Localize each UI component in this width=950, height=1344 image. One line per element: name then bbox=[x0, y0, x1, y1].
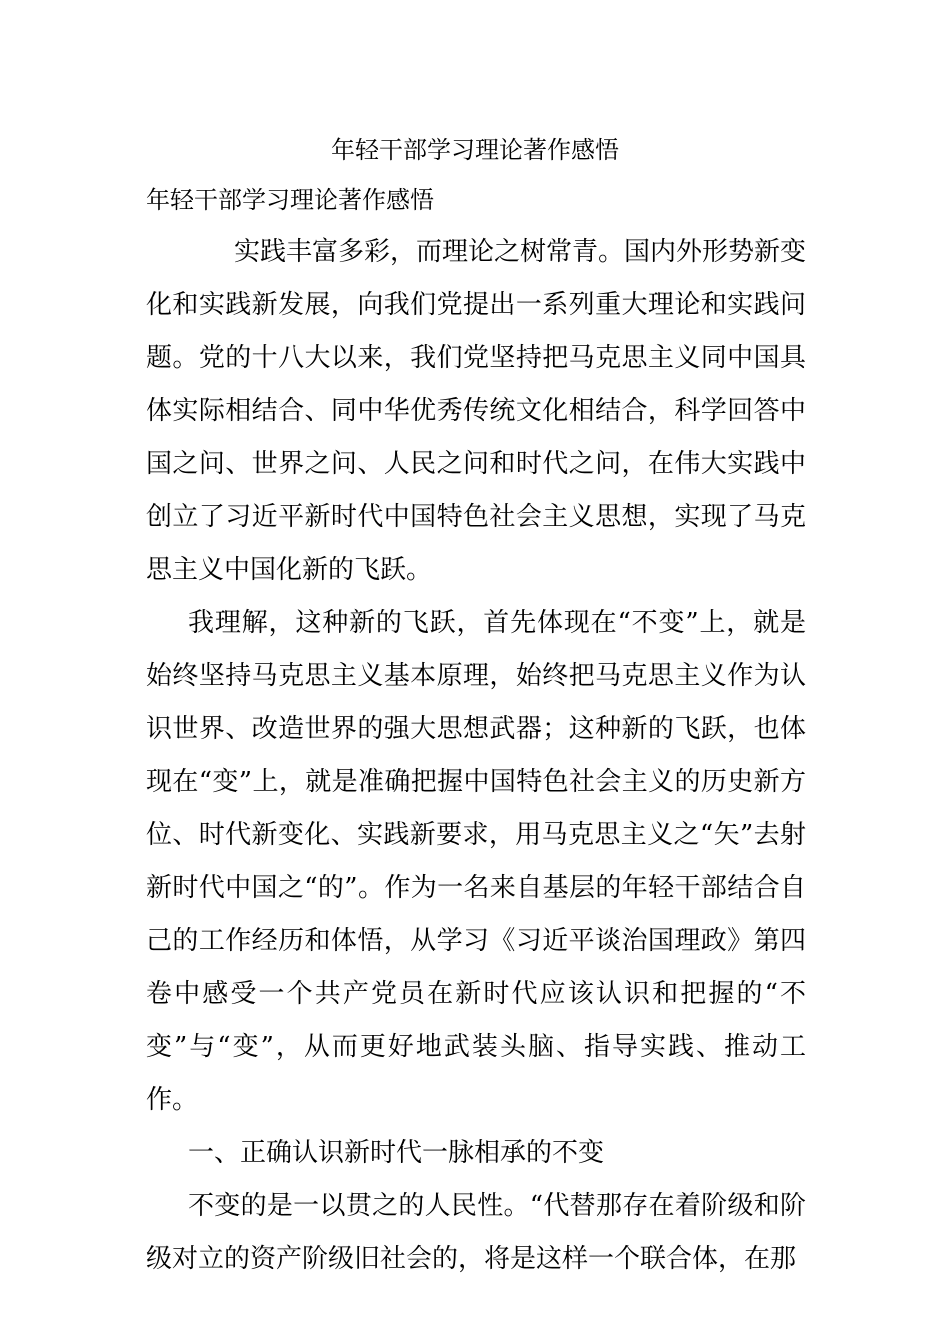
document-body bbox=[146, 226, 806, 1286]
section-heading: 一、正确认识新时代一脉相承的不变 bbox=[188, 1138, 605, 1168]
paragraph-understanding: 我理解，这种新的飞跃，首先体现在“不变”上，就是始终坚持马克思主义基本原理，始终把马克思主义作为认识世界、改造世界的强大思想武器；这种新的飞跃，也体现在“变”上，就是准确把握中国特色社会主义的历史新方位、时代新变化、实践新要求，用马克思主义之“矢”去射新时代中国之“的”。作为一名来自基层的年轻干部结合自己的工作经历和体悟，从学习《习近平谈治国理政》第四卷中感受一个共产党员在新时代应该认识和把握的“不变”与“变”，从而更好地武装头脑、指导实践、推动工作。 bbox=[146, 608, 806, 1115]
document-subtitle: 年轻干部学习理论著作感悟 bbox=[146, 186, 434, 214]
paragraph-intro: 实践丰富多彩，而理论之树常青。国内外形势新变化和实践新发展，向我们党提出一系列重大理论和实践问题。党的十八大以来，我们党坚持把马克思主义同中国具体实际相结合、同中华优秀传统文化相结合，科学回答中国之问、世界之问、人民之问和时代之问，在伟大实践中创立了习近平新时代中国特色社会主义思想，实现了马克思主义中国化新的飞跃。 bbox=[146, 237, 807, 585]
paragraph-people: 不变的是一以贯之的人民性。“代替那存在着阶级和阶级对立的资产阶级旧社会的，将是这样一个联合体，在那 bbox=[146, 1191, 806, 1274]
document-title: 年轻干部学习理论著作感悟 bbox=[331, 136, 619, 164]
